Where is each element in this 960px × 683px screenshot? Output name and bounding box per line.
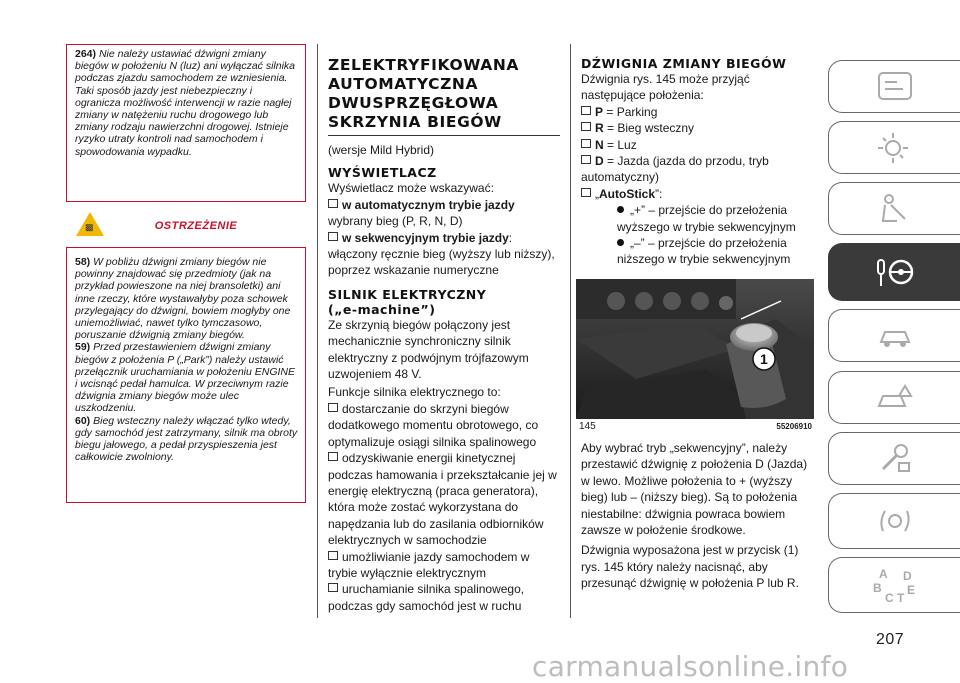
- motor-item: odzyskiwanie energii kinetycznej podczas hamowania i przekształcanie jej w energię elektryczną (praca generatora), która może zostać wykorzystana do napędzania lub do zasilania odbiorników elektrycznych w samochodzie: [328, 451, 557, 548]
- bullet-box-icon: [328, 452, 338, 461]
- lever-heading: DŹWIGNIA ZMIANY BIEGÓW: [581, 56, 787, 71]
- position-item: D = Jazda (jazda do przodu, tryb automatyczny): [581, 154, 769, 185]
- motor-paragraph: Ze skrzynią biegów połączony jest mechanicznie synchroniczny silnik elektryczny z podwójnym trójfazowym uzwojeniem 48 V.: [328, 317, 529, 382]
- motor-heading: SILNIK ELEKTRYCZNY („e-machine”): [328, 286, 487, 317]
- motor-item: uruchamianie silnika spalinowego, podczas gdy samochód jest w ruchu: [328, 582, 525, 613]
- bullet-box-icon: [328, 232, 338, 241]
- bullet-box-icon: [328, 199, 338, 208]
- seat-airbag-icon: [875, 191, 915, 227]
- tab-multimedia[interactable]: [828, 493, 960, 549]
- tab-index[interactable]: [828, 557, 960, 613]
- position-item: P = Parking: [581, 104, 817, 120]
- note-58: 58) W pobliżu dźwigni zmiany biegów nie powinny znajdować się przedmioty (jak na przykład powieszone na niej bransoletki) ani inne rzeczy, które wystawałyby poza schowek przylegający do dźwigni, bowiem mogłyby one uniemożliwiać, nawet tylko tymczasowo, poruszanie dźwignią zmiany biegów.: [75, 256, 291, 342]
- multimedia-icon: [875, 503, 915, 539]
- tab-dashboard[interactable]: [828, 60, 960, 113]
- key-steering-wheel-icon: [875, 254, 915, 290]
- middle-column: [328, 56, 560, 614]
- note-number: 264): [75, 48, 97, 60]
- callout-label: 1: [760, 351, 768, 367]
- position-item: N = Luz: [581, 137, 817, 153]
- lever-intro: Dźwignia rys. 145 może przyjąć następujące położenia:: [581, 72, 750, 103]
- tab-safety[interactable]: [828, 182, 960, 235]
- warning-box: [66, 247, 306, 503]
- note-60: 60) Bieg wsteczny należy włączać tylko wtedy, gdy samochód jest zatrzymany, silnik ma obroty biegu jałowego, a pedał przyspieszenia jest całkowicie zwolniony.: [75, 414, 298, 464]
- subtitle: (wersje Mild Hybrid): [328, 143, 435, 157]
- tab-maintenance[interactable]: [828, 432, 960, 485]
- figure-code: 55206910: [776, 422, 812, 431]
- light-sun-icon: [875, 130, 915, 166]
- column-divider: [570, 44, 571, 618]
- figure-caption: [576, 421, 814, 435]
- motor-functions-intro: Funkcje silnika elektrycznego to:: [328, 385, 501, 400]
- bullet-box-icon: [328, 583, 338, 592]
- watermark: carmanualsonline.info: [532, 650, 849, 683]
- section-title: ZELEKTRYFIKOWANA AUTOMATYCZNA DWUSPRZĘGŁOWA SKRZYNIA BIEGÓW: [328, 56, 519, 131]
- page-number: 207: [876, 631, 905, 648]
- skidding-car-icon: ▩: [85, 222, 94, 232]
- note-box-264: [66, 44, 306, 202]
- position-item: R = Bieg wsteczny: [581, 120, 817, 136]
- bullet-box-icon: [581, 139, 591, 148]
- display-intro: Wyświetlacz może wskazywać:: [328, 181, 494, 196]
- display-item: w sekwencyjnym trybie jazdy: włączony ręcznie bieg (wyższy lub niższy), poprzez wskazanie numeryczne: [328, 230, 555, 278]
- dashboard-car-icon: [875, 69, 915, 105]
- button-paragraph: Dźwignia wyposażona jest w przycisk (1) rys. 145 który należy nacisnąć, aby przesunąć dźwignię w położenia P lub R.: [581, 543, 799, 591]
- warning-car-icon: [875, 318, 915, 354]
- autostick-item: „AutoStick”:: [581, 186, 817, 202]
- tab-warning-lights[interactable]: [828, 309, 960, 362]
- tab-starting-driving[interactable]: [828, 243, 960, 301]
- service-wrench-icon: [875, 441, 915, 477]
- bullet-dot-icon: [617, 206, 624, 213]
- gear-lever-photo: [576, 279, 814, 419]
- note-text: Nie należy ustawiać dźwigni zmiany biegów w położeniu N (luz) ani wyłączać silnika podczas zjazdu samochodem ze wzniesienia. Taki sposób jazdy jest niebezpieczny i ogranicza możliwość interwencji w razie nagłej zmiany w natężeniu ruchu drogowego lub zmiany rodzaju nawierzchni drogowej. Istnieje ryzyko utraty kontroli nad samochodem i spowodowania wypadku.: [75, 48, 296, 158]
- bullet-box-icon: [328, 403, 338, 412]
- autostick-sub-item: „–” – przejście do przełożenia niższego w trybie sekwencyjnym: [617, 236, 791, 267]
- display-item: w automatycznym trybie jazdy wybrany bieg (P, R, N, D): [328, 197, 515, 229]
- title-rule: [328, 135, 560, 136]
- bullet-box-icon: [328, 551, 338, 560]
- sequential-paragraph: Aby wybrać tryb „sekwencyjny”, należy przestawić dźwignię z położenia D (Jazda) w lewo. Możliwe położenia to + (wyższy bieg) lub – (niższy bieg). Są to położenia niestabilne: dźwignia powraca bowiem zawsze w położenie środkowe.: [581, 441, 808, 538]
- figure-number: 145: [579, 421, 596, 432]
- display-heading: WYŚWIETLACZ: [328, 165, 437, 181]
- bullet-box-icon: [581, 155, 591, 164]
- bullet-box-icon: [581, 122, 591, 131]
- column-divider: [317, 44, 318, 618]
- emergency-car-icon: [875, 380, 915, 416]
- warning-header: [66, 210, 304, 244]
- note-59: 59) Przed przestawieniem dźwigni zmiany biegów z położenia P („Park”) należy ustawić przełącznik uruchamiania w położeniu ENGINE i wcisnąć pedał hamulca. W przeciwnym razie dźwignia zmiany biegów może ulec uszkodzeniu.: [75, 341, 296, 415]
- tab-lights[interactable]: [828, 121, 960, 174]
- right-column: [581, 56, 817, 268]
- right-column-lower: [581, 440, 817, 592]
- bullet-dot-icon: [617, 239, 624, 246]
- note-264: [67, 45, 305, 158]
- motor-item: dostarczanie do skrzyni biegów dodatkowego momentu obrotowego, co optymalizuje osiągi silnika spalinowego: [328, 401, 539, 449]
- index-letters-icon: A B C D E T: [873, 567, 916, 605]
- warning-title: OSTRZEŻENIE: [154, 220, 238, 232]
- bullet-box-icon: [581, 188, 591, 197]
- motor-item: umożliwianie jazdy samochodem w trybie wyłącznie elektrycznym: [328, 549, 530, 580]
- bullet-box-icon: [581, 106, 591, 115]
- tab-emergency[interactable]: [828, 371, 960, 424]
- gear-lever-illustration: [576, 279, 814, 419]
- autostick-sub-item: „+” – przejście do przełożenia wyższego w trybie sekwencyjnym: [617, 203, 796, 234]
